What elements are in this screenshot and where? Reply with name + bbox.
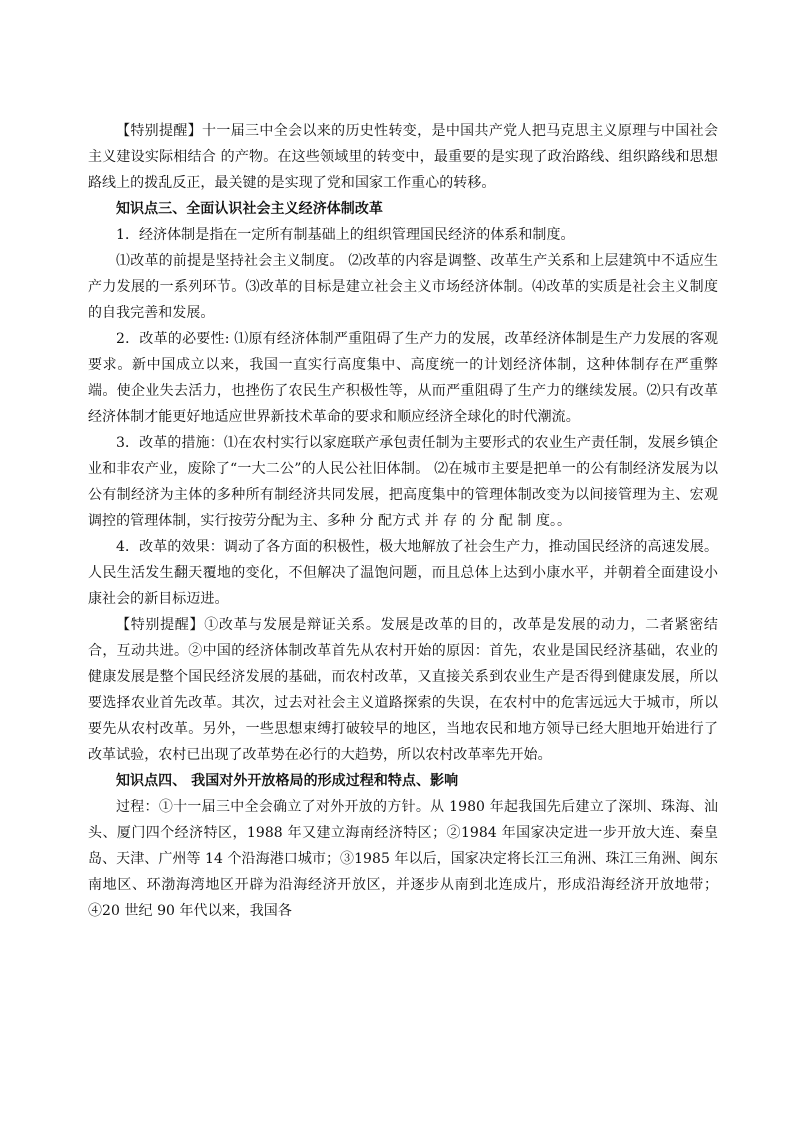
economic-system-definition: 1．经济体制是指在一定所有制基础上的组织管理国民经济的体系和制度。: [116, 227, 575, 243]
reform-effects-paragraph: 4．改革的效果：调动了各方面的积极性，极大地解放了社会生产力，推动国民经济的高速发展。人民生活发生翻天覆地的变化，不但解决了温饱问题，而且总体上达到小康水平，并朝着全面建设小康社会的新目标迈进。: [88, 539, 718, 607]
reform-measures-paragraph: 3．改革的措施：⑴在农村实行以家庭联产承包责任制为主要形式的农业生产责任制，发展乡镇企业和非农产业，废除了“一大二公”的人民公社旧体制。 ⑵在城市主要是把单一的公有制经济发展为以公有制经济为主体的多种所有制经济共同发展，把高度集中的管理体制改变为以间接管理为主、宏观调控的管理体制，实行按劳分配为主、多种 分 配方式 并 存 的 分 配 制 度。。: [88, 435, 718, 529]
knowledge-point-3-heading: 知识点三、全面认识社会主义经济体制改革: [116, 201, 383, 217]
reform-necessity-paragraph: 2．改革的必要性: ⑴原有经济体制严重阻碍了生产力的发展，改革经济体制是生产力发展的客观要求。新中国成立以来，我国一直实行高度集中、高度统一的计划经济体制，这种体制存在严重弊端。使企业失去活力，也挫伤了农民生产积极性等，从而严重阻碍了生产力的继续发展。⑵只有改革经济体制才能更好地适应世界新技术革命的要求和顺应经济全球化的时代潮流。: [88, 331, 718, 425]
knowledge-point-4-heading: 知识点四、 我国对外开放格局的形成过程和特点、影响: [116, 773, 459, 789]
reform-premise-content-goal-essence: ⑴改革的前提是坚持社会主义制度。 ⑵改革的内容是调整、改革生产关系和上层建筑中不适应生产力发展的一系列环节。⑶改革的目标是建立社会主义市场经济体制。⑷改革的实质是社会主义制度的自我完善和发展。: [88, 253, 718, 321]
opening-up-process-paragraph: 过程：①十一届三中全会确立了对外开放的方针。从 1980 年起我国先后建立了深圳、珠海、汕头、厦门四个经济特区，1988 年又建立海南经济特区；②1984 年国家决定进一步开放大连、秦皇岛、天津、广州等 14 个沿海港口城市；③1985 年以后，国家决定将长江三角洲、珠江三角洲、闽东南地区、环渤海湾地区开辟为沿海经济开放区，并逐步从南到北连成片，形成沿海经济开放地带；④20 世纪 90 年代以来，我国各: [88, 799, 718, 919]
special-reminder-paragraph-1: 【特别提醒】十一届三中全会以来的历史性转变，是中国共产党人把马克思主义原理与中国社会主义建设实际相结合 的产物。在这些领域里的转变中，最重要的是实现了政治路线、组织路线和思想路线上的拨乱反正，最关键的是实现了党和国家工作重心的转移。: [88, 123, 718, 191]
special-reminder-paragraph-2: 【特别提醒】①改革与发展是辩证关系。发展是改革的目的，改革是发展的动力，二者紧密结合，互动共进。②中国的经济体制改革首先从农村开始的原因：首先，农业是国民经济基础，农业的健康发展是整个国民经济发展的基础，而农村改革，又直接关系到农业生产是否得到健康发展，所以要选择农业首先改革。其次，过去对社会主义道路探索的失误，在农村中的危害远远大于城市，所以要先从农村改革。另外，一些思想束缚打破较早的地区，当地农民和地方领导已经大胆地开始进行了改革试验，农村已出现了改革势在必行的大趋势，所以农村改革率先开始。: [88, 617, 718, 763]
document-body: [88, 118, 718, 924]
